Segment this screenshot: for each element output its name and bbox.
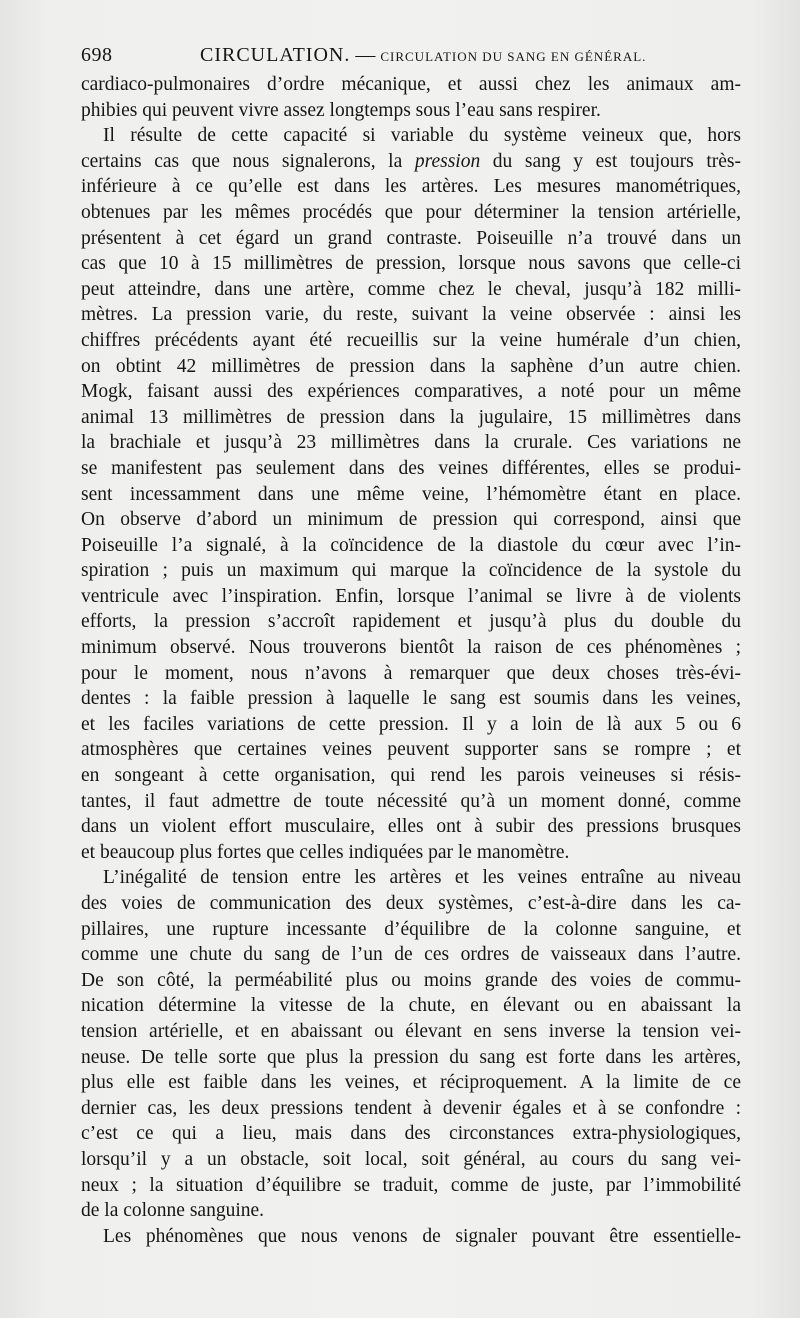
text-line: on obtint 42 millimètres de pression dans la saphène d’un autre chien. — [81, 355, 741, 377]
text-line: pillaires, une rupture incessante d’équilibre de la colonne sanguine, et — [81, 918, 741, 940]
text-line: atmosphères que certaines veines peuvent supporter sans se rompre ; et — [81, 739, 741, 761]
text-line: minimum observé. Nous trouverons bientôt la raison de ces phénomènes ; — [81, 637, 741, 659]
text-line: se manifestent pas seulement dans des veines différentes, elles se produi- — [81, 457, 741, 479]
text-line: peut atteindre, dans une artère, comme chez le cheval, jusqu’à 182 milli- — [81, 278, 741, 300]
text-line: cardiaco-pulmonaires d’ordre mécanique, et aussi chez les animaux am- — [81, 74, 741, 95]
text-line: en songeant à cette organisation, qui rend les parois veineuses si résis- — [81, 765, 741, 787]
text-line: On observe d’abord un minimum de pression qui correspond, ainsi que — [81, 509, 741, 531]
text-line: tension artérielle, et en abaissant ou élevant en sens inverse la tension vei- — [81, 1020, 741, 1042]
text-line: la brachiale et jusqu’à 23 millimètres dans la crurale. Ces variations ne — [81, 432, 741, 454]
body-text — [81, 72, 741, 1249]
text-line: neux ; la situation d’équilibre se traduit, comme de juste, par l’immobilité — [81, 1174, 741, 1196]
text-line: Les phénomènes que nous venons de signaler pouvant être essentielle- — [103, 1225, 741, 1247]
text-line: dentes : la faible pression à laquelle le sang est soumis dans les veines, — [81, 688, 741, 710]
page-number: 698 — [81, 44, 113, 66]
text-line: dans un violent effort musculaire, elles ont à subir des pressions brusques — [81, 816, 741, 838]
text-line: mètres. La pression varie, du reste, suivant la veine observée : ainsi les — [81, 304, 741, 326]
running-title: CIRCULATION. — [200, 44, 351, 66]
text-line: tantes, il faut admettre de toute nécessité qu’à un moment donné, comme — [81, 790, 741, 812]
text-line: Mogk, faisant aussi des expériences comparatives, a noté pour un même — [81, 381, 741, 403]
section-title: CIRCULATION DU SANG EN GÉNÉRAL. — [380, 49, 647, 64]
text-line — [81, 149, 741, 175]
text-line: inférieure à ce qu’elle est dans les artères. Les mesures manométriques, — [81, 176, 741, 198]
text-line: phibies qui peuvent vivre assez longtemps sous l’eau sans respirer. — [81, 99, 601, 121]
running-head — [200, 40, 646, 72]
text-line: chiffres précédents ayant été recueillis sur la veine humérale d’un chien, — [81, 329, 741, 351]
text-line: présentent à cet égard un grand contraste. Poiseuille n’a trouvé dans un — [81, 227, 741, 249]
text-line: De son côté, la perméabilité plus ou moins grande des voies de commu- — [81, 969, 741, 991]
text-line: L’inégalité de tension entre les artères et les veines entraîne au niveau — [103, 867, 741, 889]
text-line: plus elle est faible dans les veines, et réciproquement. A la limite de ce — [81, 1072, 741, 1094]
page-header — [81, 40, 741, 70]
text-line: efforts, la pression s’accroît rapidement et jusqu’à plus du double du — [81, 611, 741, 633]
text-line: de la colonne sanguine. — [81, 1200, 265, 1222]
text-line: et beaucoup plus fortes que celles indiquées par le manomètre. — [81, 841, 570, 863]
text-line: obtenues par les mêmes procédés que pour déterminer la tension artérielle, — [81, 201, 741, 223]
text-line: cas que 10 à 15 millimètres de pression, lorsque nous savons que celle-ci — [81, 253, 741, 275]
text-line: animal 13 millimètres de pression dans la jugulaire, 15 millimètres dans — [81, 406, 741, 428]
text-line: spiration ; puis un maximum qui marque la coïncidence de la systole du — [81, 560, 741, 582]
text-line: dernier cas, les deux pressions tendent à devenir égales et à se confondre : — [81, 1097, 741, 1119]
text-line: lorsqu’il y a un obstacle, soit local, soit général, au cours du sang vei- — [81, 1148, 741, 1170]
text-line: nication détermine la vitesse de la chute, en élevant ou en abaissant la — [81, 995, 741, 1017]
text-line-segment: certains cas que nous signalerons, la — [81, 150, 415, 172]
text-line: Il résulte de cette capacité si variable du système veineux que, hors — [103, 125, 741, 147]
text-line: des voies de communication des deux systèmes, c’est-à-dire dans les ca- — [81, 893, 741, 914]
text-line: et les faciles variations de cette pression. Il y a loin de là aux 5 ou 6 — [81, 713, 741, 735]
header-separator: — — [355, 44, 376, 66]
text-line: pour le moment, nous n’avons à remarquer que deux choses très-évi- — [81, 662, 741, 684]
text-line: ventricule avec l’inspiration. Enfin, lorsque l’animal se livre à de violents — [81, 585, 741, 607]
text-line: sent incessamment dans une même veine, l’hémomètre étant en place. — [81, 483, 741, 505]
text-line-segment: du sang y est toujours très- — [480, 150, 741, 172]
text-line: comme une chute du sang de l’un de ces ordres de vaisseaux dans l’autre. — [81, 944, 741, 966]
text-line: Poiseuille l’a signalé, à la coïncidence de la diastole du cœur avec l’in- — [81, 534, 741, 556]
italic-term: pression — [414, 150, 481, 172]
text-line: neuse. De telle sorte que plus la pression du sang est forte dans les artères, — [81, 1046, 741, 1068]
text-line: c’est ce qui a lieu, mais dans des circonstances extra-physiologiques, — [81, 1123, 741, 1145]
